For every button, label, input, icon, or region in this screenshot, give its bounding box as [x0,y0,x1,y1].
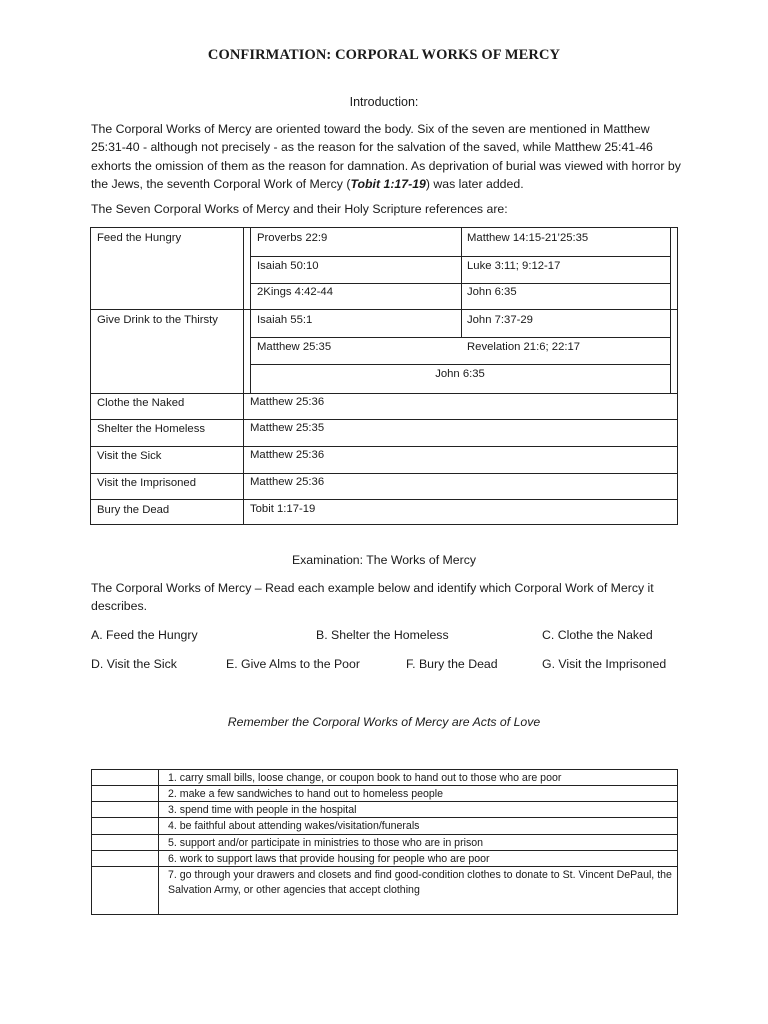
work-name-shelter-homeless: Shelter the Homeless [97,423,205,435]
examination-instructions: The Corporal Works of Mercy – Read each example below and identify which Corporal Work of Mercy it describes. [91,581,654,614]
option-g: G. Visit the Imprisoned [542,657,667,671]
references-intro: The Seven Corporal Works of Mercy and their Holy Scripture references are: [91,202,508,216]
option-c: C. Clothe the Naked [542,628,653,642]
scripture-ref: Matthew 25:35 [250,422,325,434]
example-row-7: 7. go through your drawers and closets and find good-condition clothes to donate to St. Vincent DePaul, the Salvation Army, or other agencies that accept clothing [168,869,672,896]
scripture-ref: Luke 3:11; 9:12-17 [467,260,561,272]
scripture-ref: John 7:37-29 [467,314,533,326]
example-row-4: 4. be faithful about attending wakes/visitation/funerals [168,820,420,832]
scripture-ref: Matthew 14:15-21’25:35 [467,232,589,244]
table-divider [250,337,670,338]
work-name-visit-imprisoned: Visit the Imprisoned [97,477,197,489]
example-row-3: 3. spend time with people in the hospital [168,804,357,816]
table-divider [250,283,670,284]
scripture-ref: Isaiah 50:10 [257,260,319,272]
option-f: F. Bury the Dead [406,657,498,671]
work-name-bury-dead: Bury the Dead [97,504,170,516]
example-row-2: 2. make a few sandwiches to hand out to homeless people [168,788,444,800]
intro-text-part2: ) was later added. [425,176,524,191]
table-divider [91,446,678,447]
table-divider [91,393,678,394]
scripture-ref: Matthew 25:36 [250,476,325,488]
work-name-give-drink: Give Drink to the Thirsty [97,314,218,326]
work-name-feed-hungry: Feed the Hungry [97,232,182,244]
option-e: E. Give Alms to the Poor [226,657,360,671]
work-name-clothe-naked: Clothe the Naked [97,397,185,409]
example-row-1: 1. carry small bills, loose change, or coupon book to hand out to those who are poor [168,772,562,784]
page-title: CONFIRMATION: CORPORAL WORKS OF MERCY [207,47,561,63]
scripture-ref: Tobit 1:17-19 [250,503,316,515]
table-divider [91,473,678,474]
scripture-ref: Matthew 25:36 [250,449,325,461]
option-a: A. Feed the Hungry [91,628,198,642]
example-row-6: 6. work to support laws that provide housing for people who are poor [168,853,490,865]
introduction-paragraph [91,120,681,193]
table-divider [92,834,677,835]
scripture-ref: Matthew 25:36 [250,396,325,408]
introduction-heading: Introduction: [349,95,419,109]
intro-text-part1: The Corporal Works of Mercy are oriented toward the body. Six of the seven are mentioned in Matthew 25:31-40 - although not precisely - as the reason for the salvation of the saved, while Matthew 25:41-46 exhorts the omission of them as the reason for damnation. As deprivation of burial was viewed with horror by the Jews, the seventh Corporal Work of Mercy ( [91,122,681,191]
reminder-text: Remember the Corporal Works of Mercy are Acts of Love [227,715,541,729]
works-reference-table [90,227,678,525]
scripture-ref: John 6:35 [467,286,517,298]
examples-table [91,769,678,915]
work-name-visit-sick: Visit the Sick [97,450,162,462]
scripture-ref: Revelation 21:6; 22:17 [467,341,581,353]
table-divider [243,393,244,525]
examination-heading: Examination: The Works of Mercy [291,553,477,567]
table-divider [243,228,244,393]
option-b: B. Shelter the Homeless [316,628,449,642]
table-divider [91,309,678,310]
option-d: D. Visit the Sick [91,657,177,671]
table-divider [158,770,159,914]
scripture-ref: 2Kings 4:42-44 [257,286,333,298]
table-divider [670,228,671,393]
table-divider [250,256,670,257]
intro-tobit-reference: Tobit 1:17-19 [350,176,426,191]
table-divider [250,364,670,365]
scripture-ref: Matthew 25:35 [257,341,332,353]
table-divider [91,419,678,420]
table-divider [91,499,678,500]
scripture-ref: Proverbs 22:9 [257,232,328,244]
scripture-ref: John 6:35 [435,368,485,380]
example-row-5: 5. support and/or participate in ministries to those who are in prison [168,837,484,849]
scripture-ref: Isaiah 55:1 [257,314,313,326]
